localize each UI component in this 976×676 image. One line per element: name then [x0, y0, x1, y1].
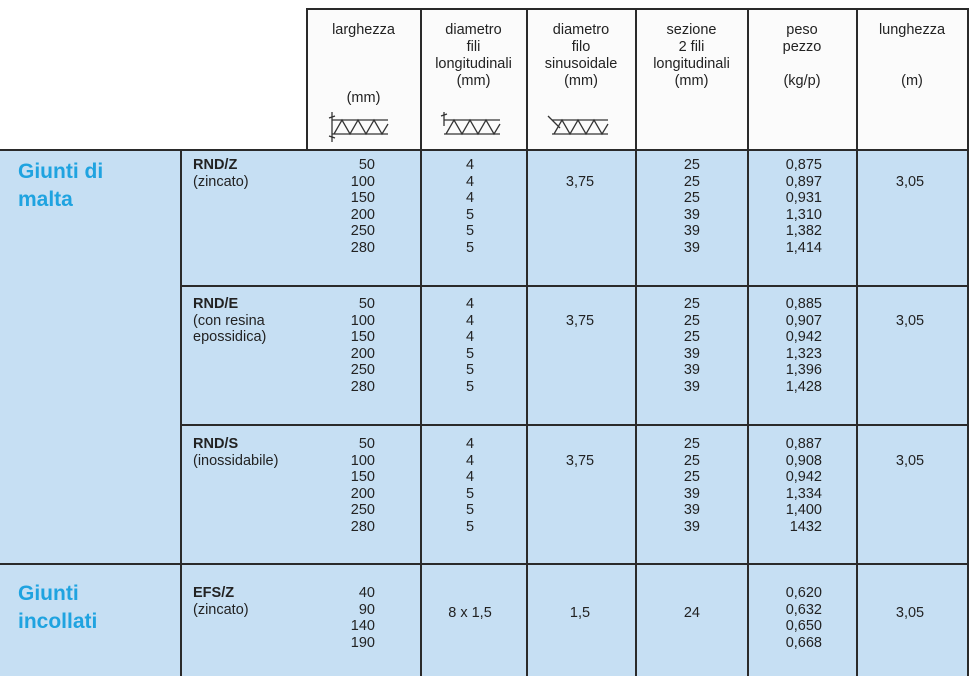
product-description: (inossidabile) — [193, 452, 279, 469]
product-description: epossidica) — [193, 329, 267, 346]
peso-value: 1,323 — [785, 345, 822, 362]
larghezza-value: 190 — [350, 634, 375, 651]
peso-value: 0,668 — [785, 634, 822, 651]
diametro-sinusoidale-value: 3,75 — [565, 173, 595, 190]
larghezza-value: 100 — [350, 312, 375, 329]
diametro-sinusoidale-value: 3,75 — [565, 312, 595, 329]
larghezza-value: 40 — [358, 585, 375, 601]
diametro-fili-value: 4 — [465, 190, 475, 207]
truss-width-icon — [326, 112, 392, 142]
product-name: RND/E — [193, 296, 239, 312]
sezione-value: 25 — [683, 296, 700, 312]
larghezza-value: 200 — [350, 345, 375, 362]
lunghezza-value: 3,05 — [895, 173, 925, 190]
larghezza-value: 280 — [350, 240, 375, 256]
peso-value: 1,428 — [785, 379, 822, 395]
peso-value: 0,875 — [785, 157, 822, 173]
product-description: (con resina — [193, 312, 265, 329]
header-lunghezza: lunghezza (m) — [878, 22, 946, 89]
larghezza-value: 250 — [350, 362, 375, 379]
grid-line — [180, 424, 968, 426]
larghezza-value: 250 — [350, 223, 375, 240]
diametro-fili-value: 5 — [465, 206, 475, 223]
sezione-value: 25 — [683, 469, 700, 486]
larghezza-value: 90 — [358, 601, 375, 618]
peso-value: 0,885 — [785, 296, 822, 312]
product-description: (zincato) — [193, 601, 249, 618]
larghezza-value: 150 — [350, 469, 375, 486]
sinusoidal-wire-icon — [546, 112, 612, 142]
grid-line — [967, 8, 969, 676]
grid-line — [180, 285, 968, 287]
diametro-fili-value: 5 — [465, 362, 475, 379]
grid-line — [0, 563, 968, 565]
peso-value: 0,620 — [785, 585, 822, 601]
peso-value: 0,887 — [785, 436, 822, 452]
sezione-value: 39 — [683, 379, 700, 395]
sezione-value: 25 — [683, 436, 700, 452]
header-peso-pezzo: peso pezzo (kg/p) — [782, 22, 822, 89]
diametro-fili-value: 4 — [465, 329, 475, 346]
diametro-fili-value: 5 — [465, 223, 475, 240]
header-diametro-fili-longitudinali: diametro fili longitudinali (mm) — [435, 22, 512, 89]
larghezza-value: 280 — [350, 379, 375, 395]
larghezza-value: 50 — [358, 157, 375, 173]
diametro-fili-value: 4 — [465, 469, 475, 486]
larghezza-value: 50 — [358, 436, 375, 452]
diametro-fili-value: 4 — [465, 157, 475, 173]
grid-line — [180, 150, 182, 676]
sezione-value: 25 — [683, 452, 700, 469]
larghezza-value: 140 — [350, 618, 375, 635]
peso-value: 0,907 — [785, 312, 822, 329]
sezione-value: 25 — [683, 312, 700, 329]
group-label-giunti-incollati: Giunti incollati — [18, 582, 98, 633]
grid-line — [0, 149, 968, 151]
larghezza-value: 200 — [350, 485, 375, 502]
diametro-fili-value: 4 — [465, 436, 475, 452]
peso-value: 1,396 — [785, 362, 822, 379]
sezione-value: 39 — [683, 485, 700, 502]
sezione-value: 25 — [683, 190, 700, 207]
sezione-value: 25 — [683, 157, 700, 173]
header-larghezza: larghezza (mm) — [332, 22, 395, 106]
peso-value: 1,334 — [785, 485, 822, 502]
peso-value: 0,632 — [785, 601, 822, 618]
lunghezza-value: 3,05 — [895, 312, 925, 329]
peso-value: 1432 — [789, 519, 822, 535]
diametro-fili-value: 4 — [465, 296, 475, 312]
longitudinal-wire-icon — [438, 112, 504, 142]
diametro-fili-value: 8 x 1,5 — [448, 604, 492, 621]
peso-value: 0,650 — [785, 618, 822, 635]
diametro-fili-value: 5 — [465, 485, 475, 502]
diametro-sinusoidale-value: 1,5 — [569, 604, 591, 621]
larghezza-value: 280 — [350, 519, 375, 535]
larghezza-value: 250 — [350, 502, 375, 519]
lunghezza-value: 3,05 — [895, 604, 925, 621]
larghezza-value: 100 — [350, 173, 375, 190]
diametro-fili-value: 5 — [465, 379, 475, 395]
diametro-fili-value: 5 — [465, 240, 475, 256]
peso-value: 1,400 — [785, 502, 822, 519]
header-sezione-2-fili: sezione 2 fili longitudinali (mm) — [653, 22, 730, 89]
product-description: (zincato) — [193, 173, 249, 190]
peso-value: 1,310 — [785, 206, 822, 223]
lunghezza-value: 3,05 — [895, 452, 925, 469]
sezione-value: 39 — [683, 345, 700, 362]
grid-line — [635, 8, 637, 676]
larghezza-value: 50 — [358, 296, 375, 312]
larghezza-value: 150 — [350, 190, 375, 207]
grid-line — [306, 8, 968, 10]
diametro-fili-value: 4 — [465, 173, 475, 190]
sezione-value: 25 — [683, 329, 700, 346]
sezione-value: 24 — [683, 604, 700, 621]
header-diametro-filo-sinusoidale: diametro filo sinusoidale (mm) — [544, 22, 618, 89]
diametro-sinusoidale-value: 3,75 — [565, 452, 595, 469]
peso-value: 0,931 — [785, 190, 822, 207]
peso-value: 1,414 — [785, 240, 822, 256]
diametro-fili-value: 5 — [465, 345, 475, 362]
sezione-value: 39 — [683, 362, 700, 379]
product-name: RND/S — [193, 436, 239, 452]
product-name: RND/Z — [193, 157, 238, 173]
grid-line — [856, 8, 858, 676]
peso-value: 1,382 — [785, 223, 822, 240]
larghezza-value: 150 — [350, 329, 375, 346]
peso-value: 0,897 — [785, 173, 822, 190]
diametro-fili-value: 5 — [465, 502, 475, 519]
larghezza-value: 100 — [350, 452, 375, 469]
peso-value: 0,942 — [785, 329, 822, 346]
peso-value: 0,908 — [785, 452, 822, 469]
group-label-giunti-di-malta: Giunti di malta — [18, 160, 104, 211]
sezione-value: 39 — [683, 519, 700, 535]
grid-line — [526, 8, 528, 676]
larghezza-value: 200 — [350, 206, 375, 223]
peso-value: 0,942 — [785, 469, 822, 486]
sezione-value: 39 — [683, 240, 700, 256]
sezione-value: 39 — [683, 206, 700, 223]
sezione-value: 25 — [683, 173, 700, 190]
grid-line — [420, 8, 422, 676]
grid-line — [747, 8, 749, 676]
diametro-fili-value: 4 — [465, 312, 475, 329]
diametro-fili-value: 5 — [465, 519, 475, 535]
sezione-value: 39 — [683, 223, 700, 240]
sezione-value: 39 — [683, 502, 700, 519]
diametro-fili-value: 4 — [465, 452, 475, 469]
product-name: EFS/Z — [193, 585, 235, 601]
